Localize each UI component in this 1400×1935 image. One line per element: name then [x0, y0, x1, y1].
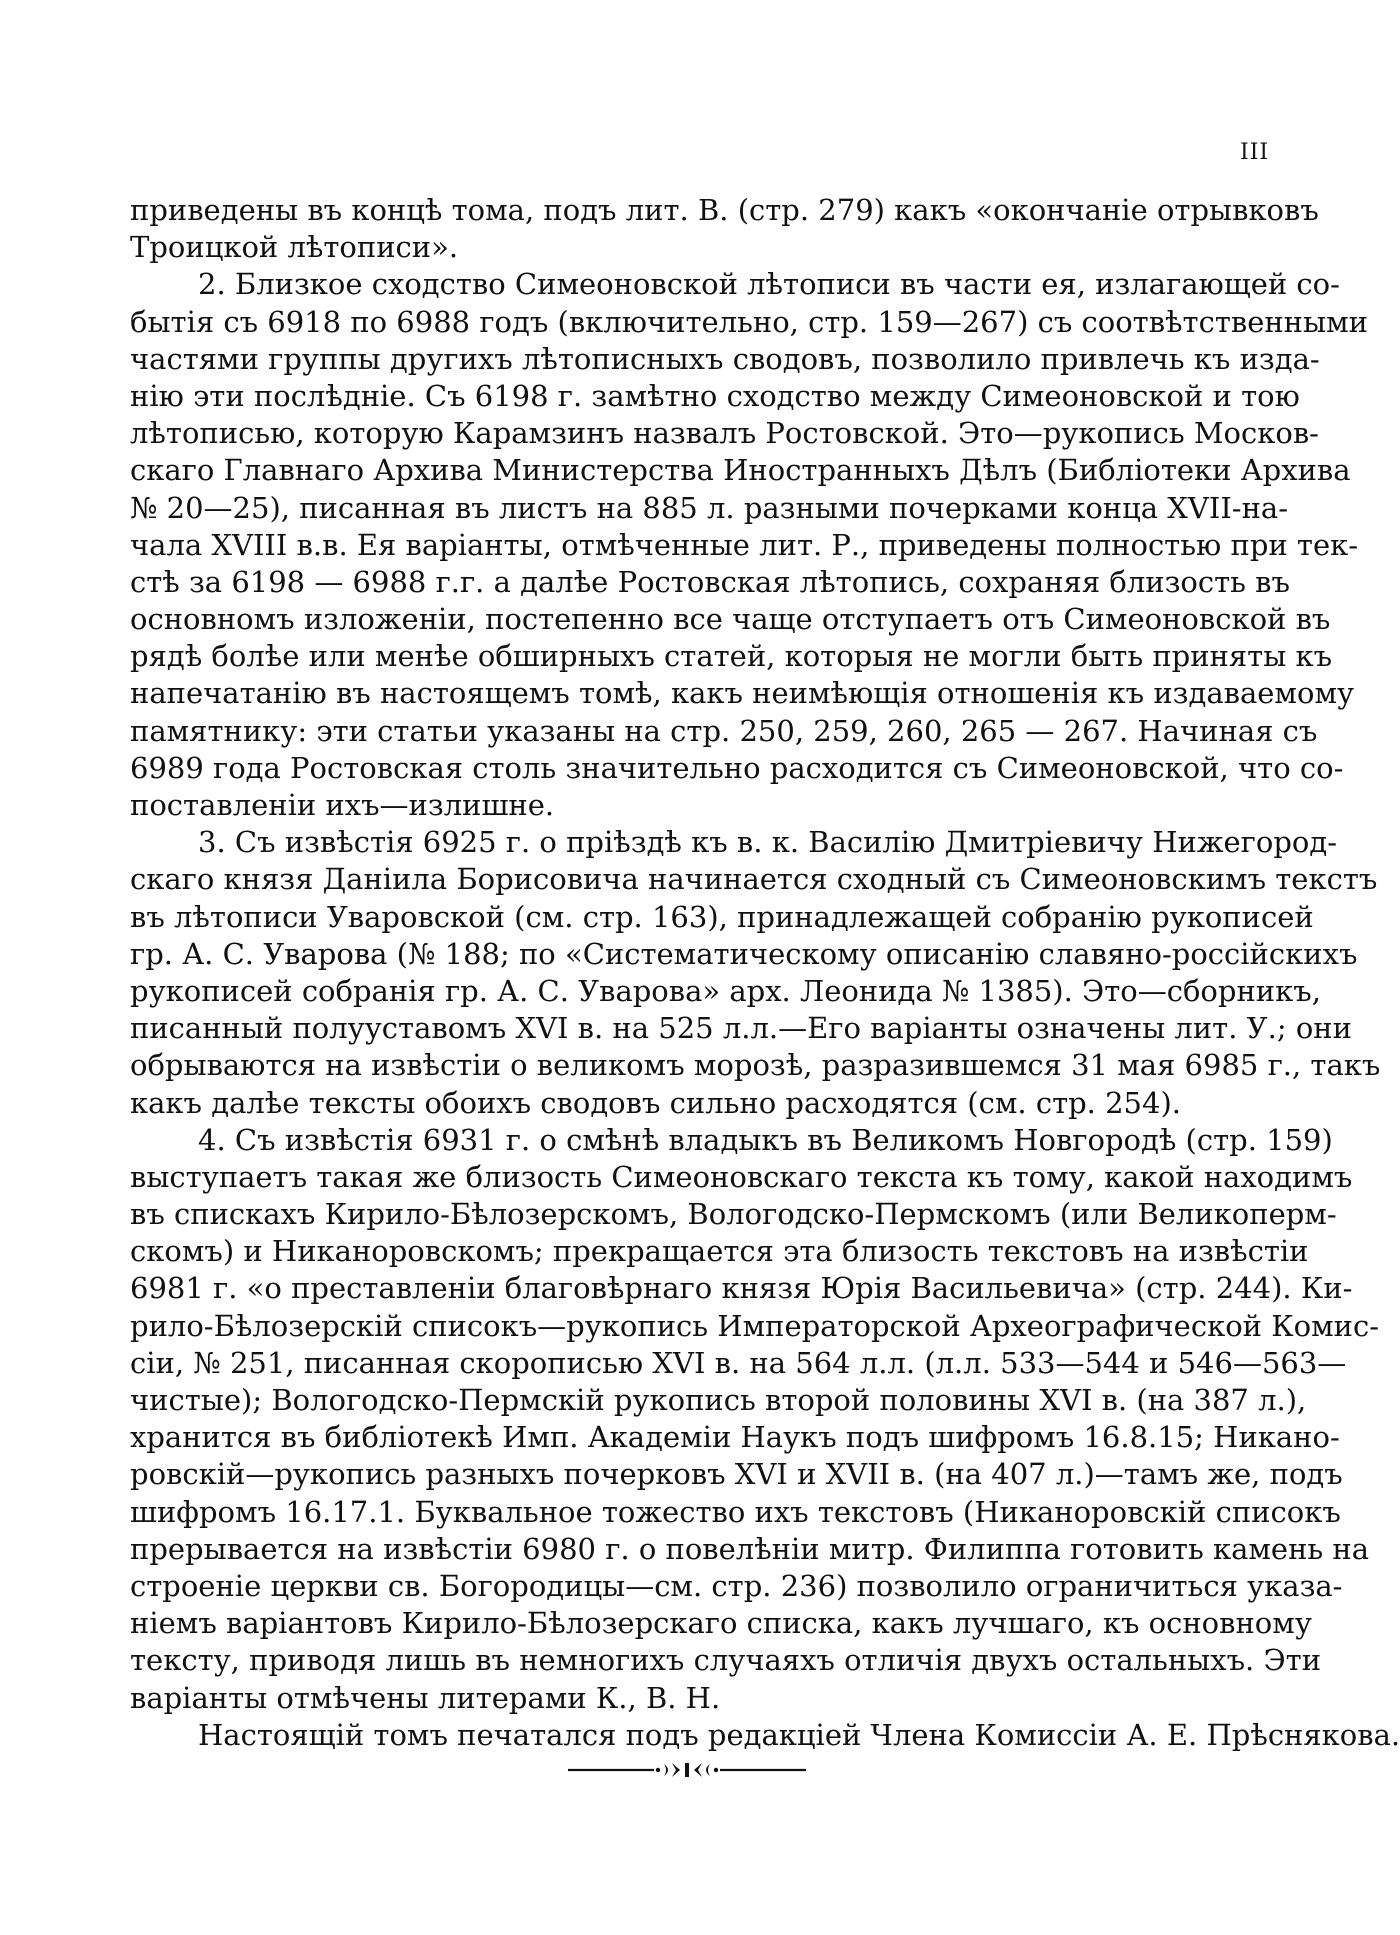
text-line: гр. А. С. Уварова (№ 188; по «Систематическому описанію славяно-россійскихъ: [130, 936, 1358, 971]
text-line: 2. Близкое сходство Симеоновской лѣтописи въ части ея, излагающей со-: [198, 267, 1340, 302]
paragraph-2: [130, 266, 1368, 824]
text-line: въ лѣтописи Уваровской (см. стр. 163), принадлежащей собранію рукописей: [130, 899, 1314, 934]
text-line: скаго Главнаго Архива Министерства Иностранныхъ Дѣлъ (Библіотеки Архива: [130, 453, 1351, 488]
text-line: варіанты отмѣчены литерами К., В. Н.: [130, 1680, 721, 1715]
paragraph-1: [130, 192, 1319, 266]
text-line: рило-Бѣлозерскій списокъ—рукопись Императорской Археографической Комис-: [130, 1308, 1380, 1343]
body-text: [130, 192, 1400, 1754]
text-line: обрываются на извѣстіи о великомъ морозѣ, разразившемся 31 мая 6985 г., такъ: [130, 1048, 1381, 1083]
paragraph-3: [130, 824, 1381, 1122]
text-line: 6989 года Ростовская столь значительно расходится съ Симеоновской, что со-: [130, 750, 1344, 785]
text-line: 4. Съ извѣстія 6931 г. о смѣнѣ владыкъ въ Великомъ Новгородѣ (стр. 159): [198, 1122, 1333, 1157]
text-line: напечатанію въ настоящемъ томѣ, какъ неимѣющія отношенія къ издаваемому: [130, 676, 1355, 711]
text-line: рядѣ болѣе или менѣе обширныхъ статей, которыя не могли быть приняты къ: [130, 639, 1333, 674]
text-line: стѣ за 6198 — 6988 г.г. а далѣе Ростовская лѣтопись, сохраняя близость въ: [130, 564, 1290, 599]
text-line: чистые); Вологодско-Пермскій рукопись второй половины XVI в. (на 387 л.),: [130, 1383, 1307, 1417]
text-line: нію эти послѣдніе. Съ 6198 г. замѣтно сходство между Симеоновской и тою: [130, 378, 1300, 413]
text-line: приведены въ концѣ тома, подъ лит. В. (стр. 279) какъ «окончаніе отрывковъ: [130, 193, 1319, 227]
text-line: тексту, приводя лишь въ немногихъ случаяхъ отличія двухъ остальныхъ. Эти: [130, 1643, 1322, 1678]
text-line: 6981 г. «о преставленіи благовѣрнаго князя Юрія Васильевича» (стр. 244). Ки-: [130, 1271, 1353, 1306]
page-number: III: [1240, 140, 1270, 165]
text-line: Настоящій томъ печатался подъ редакціей Члена Комиссіи А. Е. Прѣснякова.: [198, 1717, 1400, 1752]
text-line: лѣтописью, которую Карамзинъ назвалъ Ростовской. Это—рукопись Москов-: [130, 416, 1319, 451]
text-line: скомъ) и Никаноровскомъ; прекращается эта близость текстовъ на извѣстіи: [130, 1234, 1309, 1269]
text-line: № 20—25), писанная въ листъ на 885 л. разными почерками конца XVII-на-: [130, 490, 1289, 525]
text-line: ровскій—рукопись разныхъ почерковъ XVI и XVII в. (на 407 л.)—тамъ же, подъ: [130, 1457, 1343, 1492]
text-line: хранится въ библіотекѣ Имп. Академіи Наукъ подъ шифромъ 16.8.15; Никано-: [130, 1420, 1340, 1455]
paragraph-4: [130, 1122, 1380, 1717]
text-line: шифромъ 16.17.1. Буквальное тожество ихъ текстовъ (Никаноровскій списокъ: [130, 1494, 1341, 1529]
text-line: Троицкой лѣтописи».: [130, 230, 459, 265]
text-line: 3. Съ извѣстія 6925 г. о пріѣздѣ къ в. к. Василію Дмитріевичу Нижегород-: [198, 825, 1338, 860]
text-line: частями группы другихъ лѣтописныхъ сводовъ, позволило привлечь къ изда-: [130, 341, 1320, 376]
text-line: чала XVIII в.в. Ея варіанты, отмѣченные лит. Р., приведены полностью при тек-: [130, 527, 1359, 562]
text-line: скаго князя Даніила Борисовича начинается сходный съ Симеоновскимъ текстъ: [130, 862, 1378, 897]
text-line: сіи, № 251, писанная скорописью XVI в. на 564 л.л. (л.л. 533—544 и 546—563—: [130, 1345, 1347, 1380]
text-line: выступаетъ такая же близость Симеоновскаго текста къ тому, какой находимъ: [130, 1159, 1353, 1194]
decorative-rule-ornament-icon: [568, 1760, 806, 1780]
text-line: строеніе церкви св. Богородицы—см. стр. 236) позволило ограничиться указа-: [130, 1568, 1343, 1603]
text-line: въ спискахъ Кирило-Бѣлозерскомъ, Вологодско-Пермскомъ (или Великоперм-: [130, 1197, 1337, 1232]
text-line: бытія съ 6918 по 6988 годъ (включительно, стр. 159—267) съ соотвѣтственными: [130, 304, 1368, 339]
text-line: ніемъ варіантовъ Кирило-Бѣлозерскаго списка, какъ лучшаго, къ основному: [130, 1606, 1312, 1641]
text-line: рукописей собранія гр. А. С. Уварова» арх. Леонида № 1385). Это—сборникъ,: [130, 973, 1321, 1008]
text-line: какъ далѣе тексты обоихъ сводовъ сильно расходятся (см. стр. 254).: [130, 1085, 1181, 1120]
paragraph-5: [130, 1717, 1400, 1754]
text-line: основномъ изложеніи, постепенно все чаще отступаетъ отъ Симеоновской въ: [130, 602, 1331, 637]
text-line: поставленіи ихъ—излишне.: [130, 788, 555, 822]
text-line: памятнику: эти статьи указаны на стр. 250, 259, 260, 265 — 267. Начиная съ: [130, 713, 1318, 748]
text-line: прерывается на извѣстіи 6980 г. о повелѣніи митр. Филиппа готовить камень на: [130, 1531, 1370, 1566]
text-line: писанный полууставомъ XVI в. на 525 л.л.—Его варіанты означены лит. У.; они: [130, 1011, 1352, 1046]
